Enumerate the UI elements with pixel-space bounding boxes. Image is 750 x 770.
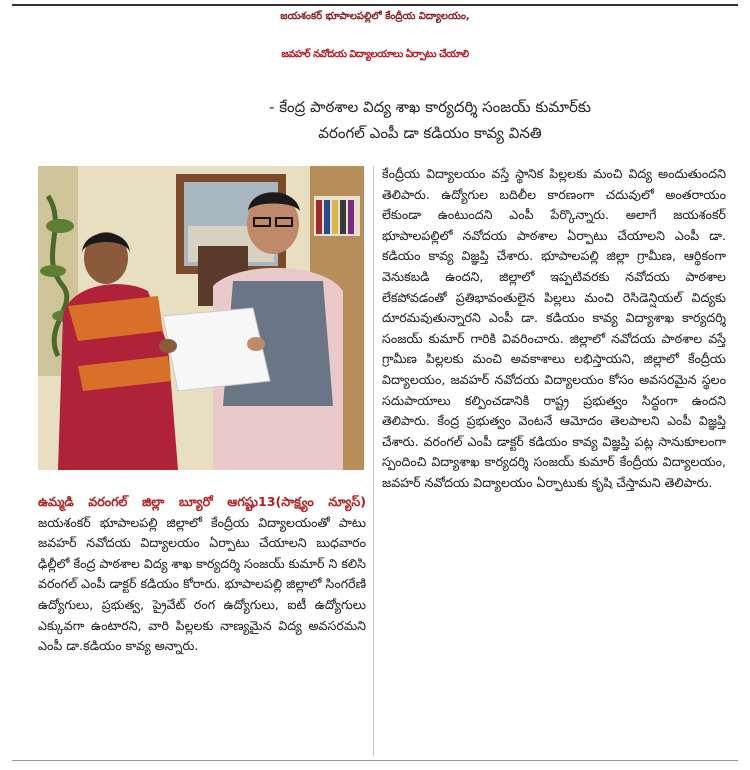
body-left-text: జయశంకర్ భూపాలపల్లి జిల్లాలో కేంద్రీయ విద్యాలయంతో పాటు జవహర్ నవోదయ విద్యాలయం ఏర్పాటు చేయాలని బుధవారం ఢిల్లీలో కేంద్ర పాఠశాల విద్య శాఖ కార్యదర్శి సంజయ్ కుమార్ ని కలిసి వరంగల్ ఎంపీ డాక్టర్ కడియం కోరారు. భూపాలపల్లి జిల్లాలో సింగరేణి ఉద్యోగులు, ప్రభుత్వ, ప్రైవేట్ రంగ ఉద్యోగులు, ఐటీ ఉద్యోగులు ఎక్కువగా ఉంటారని, వారి పిల్లలకు నాణ్యమైన విద్య అవసరమని ఎంపీ డా.కడియం కావ్య అన్నారు. bbox=[38, 514, 366, 654]
bottom-rule bbox=[12, 760, 738, 761]
news-photo bbox=[38, 166, 364, 470]
body-right-text: కేంద్రీయ విద్యాలయం వస్తే స్థానిక పిల్లలకు మంచి విద్య అందుతుందని తెలిపారు. ఉద్యోగుల బదిలీల కారణంగా చదువులో అంతరాయం లేకుండా ఉంటుందని ఎంపీ పేర్కొన్నారు. అలాగే జయశంకర్ భూపాలపల్లిలో నవోదయ పాఠశాల ఏర్పాటు చేయాలని ఎంపీ డా. కడియం కావ్య విజ్ఞప్తి చేశారు. భూపాలపల్లి జిల్లా గ్రామీణ, ఆర్థికంగా వెనుకబడి ఉందని, జిల్లాలో ఇప్పటివరకు నవోదయ పాఠశాల లేకపోవడంతో ప్రతిభావంతులైన పిల్లలు మంచి రెసిడెన్షియల్ విద్యకు దూరమవుతున్నారని ఎంపీ డా. కడియం కావ్య విద్యాశాఖ కార్యదర్శి సంజయ్ కుమార్ గారికి వివరించారు. జిల్లాలో నవోదయ పాఠశాల వస్తే గ్రామీణ పిల్లలకు మంచి అవకాశాలు లభిస్తాయని, జిల్లాలో కేంద్రీయ విద్యాలయం, జవహర్ నవోదయ విద్యాలయం కోసం అవసరమైన స్థలం సదుపాయాలు కల్పించడానికి రాష్ట్ర ప్రభుత్వం సిద్ధంగా ఉందని తెలిపారు. కేంద్ర ప్రభుత్వం వెంటనే ఆమోదం తెలపాలని ఎంపీ విజ్ఞప్తి చేశారు. వరంగల్ ఎంపీ డాక్టర్ కడియం కావ్య విజ్ఞప్తి పట్ల సానుకూలంగా స్పందించి విద్యాశాఖ కార్యదర్శి సంజయ్ కుమార్ కేంద్రీయ విద్యాలయం, జవహర్ నవోదయ విద్యాలయం ఏర్పాటుకు కృషి చేస్తామని తెలిపారు. bbox=[382, 166, 726, 490]
subheading-2: వరంగల్ ఎంపీ డా కడియం కావ్య వినతి bbox=[318, 124, 542, 142]
body-left-column bbox=[38, 492, 366, 657]
column-divider bbox=[373, 166, 374, 756]
body-right-column bbox=[382, 164, 726, 494]
dateline: ఉమ్మడి వరంగల్ జిల్లా బ్యూరో ఆగష్టు13(సాక్ష్యం న్యూస్) bbox=[38, 494, 366, 509]
headline-main: జవహర్ నవోదయ విద్యాలయాలు ఏర్పాటు చేయాలి bbox=[281, 49, 469, 60]
headline-top: జయశంకర్ భూపాలపల్లిలో కేంద్రీయ విద్యాలయం, bbox=[280, 11, 470, 22]
top-rule bbox=[12, 4, 738, 6]
subheading-1: - కేంద్ర పాఠశాల విద్య శాఖ కార్యదర్శి సంజయ్ కుమార్‌కు bbox=[269, 98, 591, 116]
photo-illustration bbox=[38, 166, 364, 470]
